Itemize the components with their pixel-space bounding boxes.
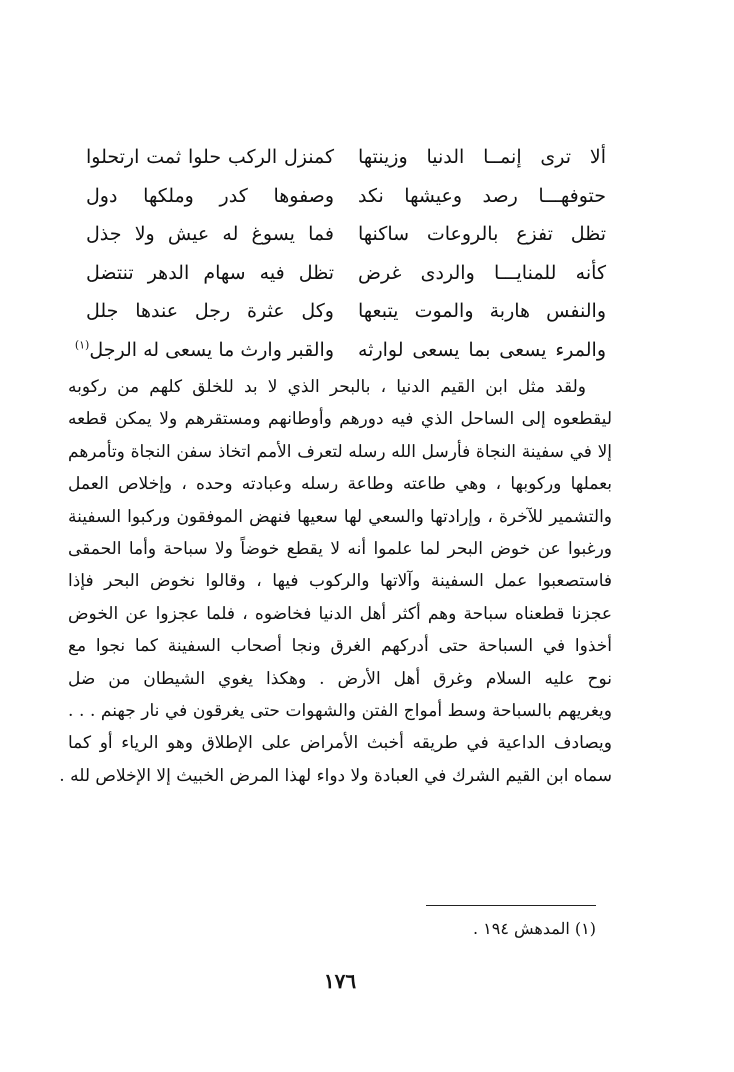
poem-verse bbox=[86, 254, 606, 293]
verse-second-hemistich bbox=[86, 292, 334, 331]
prose-line: ويغريهم بالسباحة وسط أمواج الفتن والشهوات حتى يغرقون في نار جهنم . . . bbox=[68, 700, 612, 721]
verse-second-hemistich bbox=[86, 177, 334, 216]
prose-line: ويصادف الداعية في طريقه أخبث الأمراض على الإطلاق وهو الرياء أو كما bbox=[68, 733, 612, 754]
prose-paragraph bbox=[59, 371, 612, 792]
prose-line: بعملها وركوبها ، وهي طاعته وطاعة رسله وعبادته وحده ، وإخلاص العمل bbox=[68, 474, 612, 495]
prose-line: والتشمير للآخرة ، وإرادتها والسعي لها سعيها فنهض الموفقون وركبوا السفينة bbox=[68, 506, 612, 527]
prose-line: سماه ابن القيم الشرك في العبادة ولا دواء لهذا المرض الخبيث إلا الإخلاص لله . bbox=[59, 765, 612, 786]
prose-line: أخذوا في السباحة حتى أدركهم الغرق ونجا أصحاب السفينة كما نجوا مع bbox=[68, 636, 612, 657]
verse-second-hemistich-text: كمنزل الركب حلوا ثمت ارتحلوا bbox=[86, 146, 334, 168]
poem-verse bbox=[86, 138, 606, 177]
verse-second-hemistich-text: فما يسوغ له عيش ولا جذل bbox=[86, 223, 334, 245]
verse-second-hemistich bbox=[86, 254, 334, 293]
poem-verse bbox=[74, 331, 606, 370]
prose-line: نوح عليه السلام وغرق أهل الأرض . وهكذا يغوي الشيطان من ضل bbox=[68, 668, 612, 689]
poem-verse bbox=[86, 292, 606, 331]
verse-first-hemistich: حتوفهـــا رصد وعيشها نكد bbox=[358, 184, 606, 207]
prose-line: فاستصعبوا عمل السفينة وآلاتها والركوب فيها ، وقالوا نخوض البحر فإذا bbox=[68, 571, 612, 592]
prose-line: ليقطعوه إلى الساحل الذي فيه دورهم وأوطانهم ومستقرهم ولا يمكن قطعه bbox=[68, 409, 612, 430]
footnote: (١) المدهش ١٩٤ . bbox=[472, 919, 596, 938]
verse-second-hemistich bbox=[86, 215, 334, 254]
prose-line: عجزنا قطعناه سباحة وهم أكثر أهل الدنيا فخاضوه ، فلما عجزوا عن الخوض bbox=[68, 603, 612, 624]
poem-verse bbox=[86, 177, 606, 216]
footnote-marker: (١) bbox=[74, 338, 90, 352]
verse-first-hemistich: والنفس هاربة والموت يتبعها bbox=[358, 300, 606, 322]
verse-first-hemistich: كأنه للمنايـــا والردى غرض bbox=[358, 261, 606, 284]
verse-second-hemistich bbox=[86, 138, 334, 177]
verse-second-hemistich-text: وصفوها كدر وملكها دول bbox=[86, 184, 334, 207]
poem-verse bbox=[86, 215, 606, 254]
poem-block bbox=[74, 138, 606, 369]
prose-line: إلا في سفينة النجاة فأرسل الله رسله لتعرف الأمم اتخاذ سفن النجاة وتأمرهم bbox=[68, 441, 612, 462]
footnote-divider bbox=[426, 905, 596, 906]
verse-second-hemistich-text: تظل فيه سهام الدهر تنتضل bbox=[86, 261, 334, 284]
prose-line: ورغبوا عن خوض البحر لما علموا أنه لا يقطع خوضاً ولا سباحة وأما الحمقى bbox=[68, 538, 612, 559]
verse-second-hemistich-text: والقبر وارث ما يسعى له الرجل bbox=[89, 338, 334, 361]
prose-line: ولقد مثل ابن القيم الدنيا ، بالبحر الذي لا بد للخلق كلهم من ركوبه bbox=[68, 377, 586, 397]
verse-first-hemistich: والمرء يسعى بما يسعى لوارثه bbox=[358, 338, 606, 361]
verse-second-hemistich-text: وكل عثرة رجل عندها جلل bbox=[86, 300, 334, 322]
verse-first-hemistich: تظل تفزع بالروعات ساكنها bbox=[358, 223, 606, 245]
page-number: ١٧٦ bbox=[323, 969, 357, 993]
verse-second-hemistich bbox=[74, 331, 334, 370]
verse-first-hemistich: ألا ترى إنمــا الدنيا وزينتها bbox=[358, 146, 606, 168]
